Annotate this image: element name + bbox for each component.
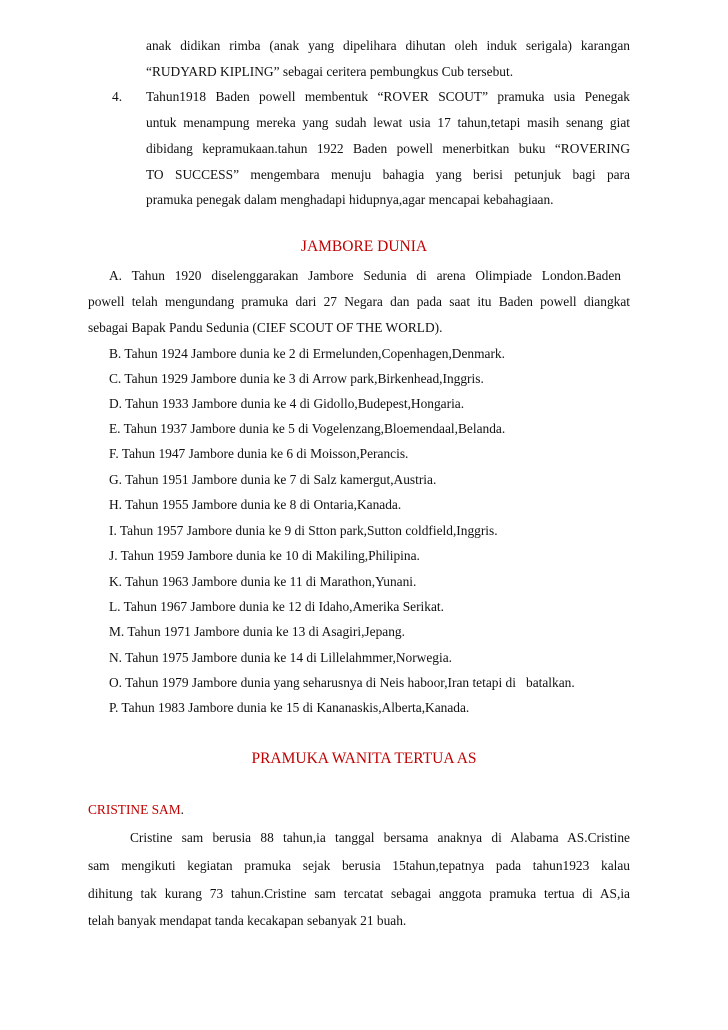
cristine-para-line-2: sam mengikuti kegiatan pramuka sejak berusia 15tahun,tepatnya pada tahun1923 kalau xyxy=(88,858,630,873)
item-4-line-1: Tahun1918 Baden powell membentuk “ROVER SCOUT” pramuka usia Penegak xyxy=(146,89,630,104)
jambore-item-k: K. Tahun 1963 Jambore dunia ke 11 di Marathon,Yunani. xyxy=(109,574,417,589)
jambore-item-m: M. Tahun 1971 Jambore dunia ke 13 di Asagiri,Jepang. xyxy=(109,624,405,639)
item-4-number: 4. xyxy=(112,89,123,104)
item-4-line-3: dibidang kepramukaan.tahun 1922 Baden powell menerbitkan buku “ROVERING xyxy=(146,141,630,156)
pramuka-wanita-heading: PRAMUKA WANITA TERTUA AS xyxy=(251,750,477,767)
jambore-item-e: E. Tahun 1937 Jambore dunia ke 5 di Vogelenzang,Bloemendaal,Belanda. xyxy=(109,421,506,436)
cristine-para-line-3: dihitung tak kurang 73 tahun.Cristine sam tercatat sebagai anggota pramuka tertua di AS,ia xyxy=(88,886,630,901)
cristine-sam-subheading xyxy=(88,801,184,819)
continuation-line-1: anak didikan rimba (anak yang dipelihara dihutan oleh induk serigala) karangan xyxy=(146,38,630,53)
jambore-item-h: H. Tahun 1955 Jambore dunia ke 8 di Ontaria,Kanada. xyxy=(109,497,402,512)
jambore-heading: JAMBORE DUNIA xyxy=(300,238,428,255)
item-4-line-5: pramuka penegak dalam menghadapi hidupnya,agar mencapai kebahagiaan. xyxy=(146,192,554,207)
jambore-item-o: O. Tahun 1979 Jambore dunia yang seharusnya di Neis haboor,Iran tetapi di batalkan. xyxy=(109,675,575,690)
jambore-item-f: F. Tahun 1947 Jambore dunia ke 6 di Moisson,Perancis. xyxy=(109,446,409,461)
item-4-line-4: TO SUCCESS” mengembara menuju bahagia yang berisi petunjuk bagi para xyxy=(146,167,630,182)
jambore-item-a-line-3: sebagai Bapak Pandu Sedunia (CIEF SCOUT OF THE WORLD). xyxy=(88,320,443,335)
jambore-item-g: G. Tahun 1951 Jambore dunia ke 7 di Salz kamergut,Austria. xyxy=(109,472,437,487)
cristine-para-line-4: telah banyak mendapat tanda kecakapan sebanyak 21 buah. xyxy=(88,913,407,928)
continuation-line-2: “RUDYARD KIPLING” sebagai ceritera pembungkus Cub tersebut. xyxy=(146,64,514,79)
item-4-line-2: untuk menampung mereka yang sudah lewat usia 17 tahun,tetapi masih senang giat xyxy=(146,115,630,130)
cristine-sam-period: . xyxy=(180,802,184,817)
jambore-item-n: N. Tahun 1975 Jambore dunia ke 14 di Lillelahmmer,Norwegia. xyxy=(109,650,453,665)
jambore-item-a-line-1: A. Tahun 1920 diselenggarakan Jambore Sedunia di arena Olimpiade London.Baden xyxy=(109,268,621,283)
jambore-item-i: I. Tahun 1957 Jambore dunia ke 9 di Stton park,Sutton coldfield,Inggris. xyxy=(109,523,498,538)
jambore-item-c: C. Tahun 1929 Jambore dunia ke 3 di Arrow park,Birkenhead,Inggris. xyxy=(109,371,484,386)
jambore-item-b: B. Tahun 1924 Jambore dunia ke 2 di Ermelunden,Copenhagen,Denmark. xyxy=(109,346,505,361)
jambore-item-d: D. Tahun 1933 Jambore dunia ke 4 di Gidollo,Budepest,Hongaria. xyxy=(109,396,465,411)
jambore-item-p: P. Tahun 1983 Jambore dunia ke 15 di Kananaskis,Alberta,Kanada. xyxy=(109,700,470,715)
cristine-sam-name: CRISTINE SAM xyxy=(88,802,181,817)
jambore-item-l: L. Tahun 1967 Jambore dunia ke 12 di Idaho,Amerika Serikat. xyxy=(109,599,444,614)
jambore-item-a-line-2: powell telah mengundang pramuka dari 27 Negara dan pada saat itu Baden powell diangkat xyxy=(88,294,630,309)
jambore-item-j: J. Tahun 1959 Jambore dunia ke 10 di Makiling,Philipina. xyxy=(109,548,420,563)
cristine-para-line-1: Cristine sam berusia 88 tahun,ia tanggal bersama anaknya di Alabama AS.Cristine xyxy=(130,830,630,845)
